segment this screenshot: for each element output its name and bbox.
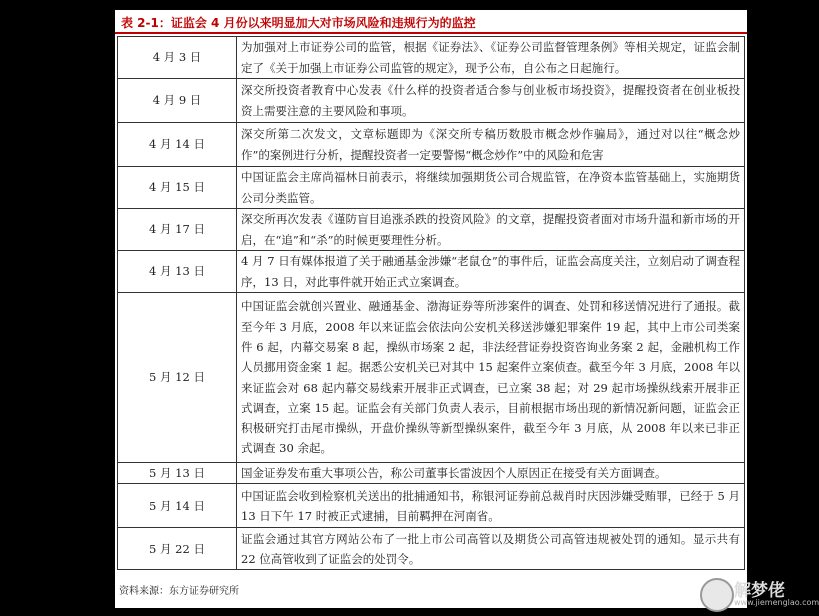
table-row: [118, 123, 745, 167]
source-note: 资料来源：东方证券研究所: [119, 586, 239, 597]
row-text: 证监会通过其官方网站公布了一批上市公司高管以及期货公司高管违规被处罚的通知。显示共有 22 位高管收到了证监会的处罚令。: [237, 528, 745, 570]
table-title: 表 2-1：证监会 4 月份以来明显加大对市场风险和违规行为的监控: [121, 16, 476, 30]
row-text: 中国证监会就创兴置业、融通基金、渤海证券等所涉案件的调查、处罚和移送情况进行了通报。截至今年 3 月底，2008 年以来证监会依法向公安机关移送涉嫌犯罪案件 19 起，其中上市公司类案件 6 起，内幕交易案 8 起，操纵市场案 2 起，非法经营证券投资咨询业务案 2 起，金融机构工作人员挪用资金案 1 起。据悉公安机关已对其中 15 起案件立案侦查。截至今年 3 月底，2008 年以来证监会对 68 起内幕交易线索开展非正式调查，已立案 38 起；对 29 起市场操纵线索开展非正式调查，立案 15 起。证监会有关部门负责人表示，目前根据市场出现的新情况新问题，证监会正积极研究打击尾市操纵，开盘价操纵等新型操纵案件，截至今年 3 月底，从 2008 年以来已非正式调查 30 余起。: [237, 293, 745, 463]
title-divider: [115, 32, 747, 34]
table-row: [118, 79, 745, 123]
row-date: 4 月 15 日: [118, 167, 237, 209]
watermark-logo-icon: [700, 578, 734, 612]
row-date: 5 月 12 日: [118, 293, 237, 463]
row-date: 4 月 17 日: [118, 209, 237, 251]
watermark: [700, 576, 819, 612]
document-page: [115, 10, 747, 608]
watermark-url: www.jiemenglao.com: [734, 598, 819, 607]
row-date: 5 月 14 日: [118, 484, 237, 528]
row-text: 中国证监会主席尚福林日前表示，将继续加强期货公司合规监管，在净资本监管基础上，实施期货公司分类监管。: [237, 167, 745, 209]
row-text: 4 月 7 日有媒体报道了关于融通基金涉嫌“老鼠仓”的事件后，证监会高度关注，立刻启动了调查程序，13 日，对此事件就开始正式立案调查。: [237, 251, 745, 293]
table-row: [118, 293, 745, 463]
row-text: 深交所第二次发文，文章标题即为《深交所专稿历数股市概念炒作骗局》，通过对以往“概念炒作”的案例进行分析，提醒投资者一定要警惕“概念炒作”中的风险和危害: [237, 123, 745, 167]
row-text: 为加强对上市证券公司的监管，根据《证券法》、《证券公司监督管理条例》等相关规定，证监会制定了《关于加强上市证券公司监管的规定》，现予公布，自公布之日起施行。: [237, 37, 745, 79]
table-row: [118, 484, 745, 528]
table-row: [118, 528, 745, 570]
table-row: [118, 37, 745, 79]
row-date: 5 月 22 日: [118, 528, 237, 570]
row-date: 4 月 9 日: [118, 79, 237, 123]
row-date: 4 月 14 日: [118, 123, 237, 167]
watermark-text: 解梦佬: [734, 581, 785, 601]
regulation-events-table: [117, 36, 745, 570]
row-text: 国金证券发布重大事项公告，称公司董事长雷波因个人原因正在接受有关方面调查。: [237, 463, 745, 484]
row-text: 中国证监会收到检察机关送出的批捕通知书，称银河证券前总裁肖时庆因涉嫌受贿罪，已经于 5 月 13 日下午 17 时被正式逮捕，目前羁押在河南省。: [237, 484, 745, 528]
row-date: 5 月 13 日: [118, 463, 237, 484]
row-date: 4 月 13 日: [118, 251, 237, 293]
row-text: 深交所再次发表《谨防盲目追涨杀跌的投资风险》的文章，提醒投资者面对市场升温和新市场的开启，在“追”和“杀”的时候更要理性分析。: [237, 209, 745, 251]
row-text: 深交所投资者教育中心发表《什么样的投资者适合参与创业板市场投资》，提醒投资者在创业板投资上需要注意的主要风险和事项。: [237, 79, 745, 123]
table-row: [118, 167, 745, 209]
table-row: [118, 209, 745, 251]
table-row: [118, 463, 745, 484]
row-date: 4 月 3 日: [118, 37, 237, 79]
table-row: [118, 251, 745, 293]
